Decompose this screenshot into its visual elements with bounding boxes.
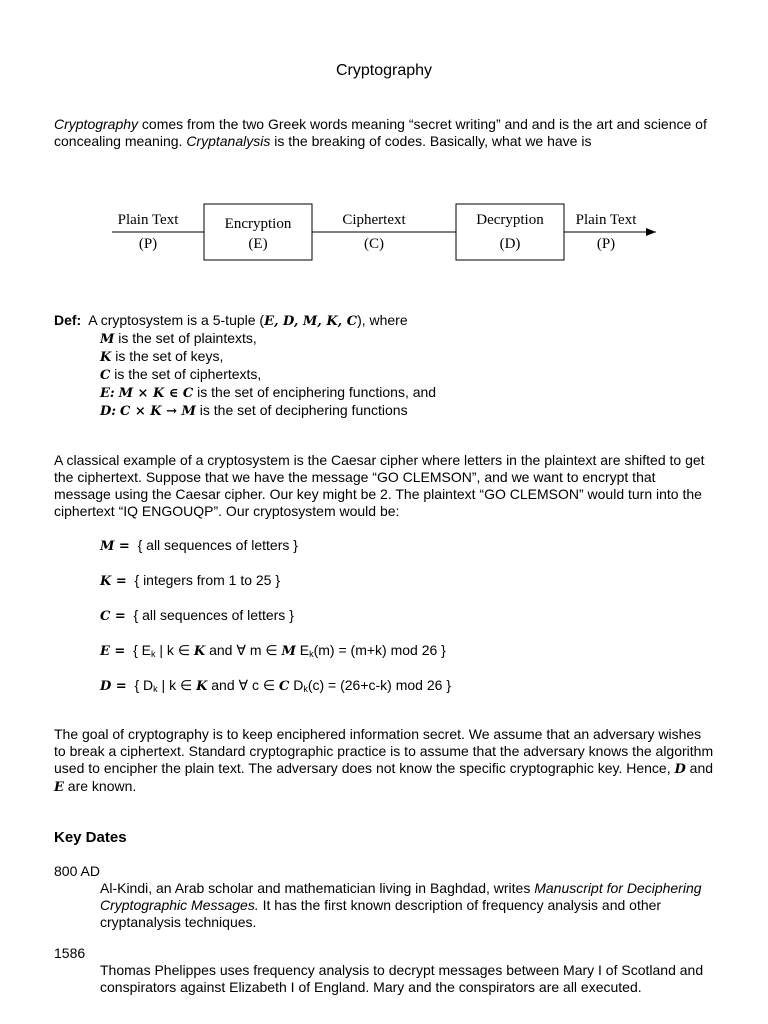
key-date-event-1586: Thomas Phelippes uses frequency analysis to decrypt messages between Mary I of Scotland and conspirators against Elizabeth I of England. Mary and the conspirators are all executed. xyxy=(100,962,704,995)
set-e: E = { $E_k$ | k ∈ K and ∀ m ∈ M $E_k(m) = (m+k)$ mod 26 } xyxy=(100,642,446,659)
diagram-symbol-p-in: (P) xyxy=(138,236,158,252)
diagram-label-ciphertext: Ciphertext xyxy=(342,212,406,228)
set-d: D = { $D_k$ | k ∈ K and ∀ c ∈ C $D_k(c) = (26+c-k)$ mod 26 } xyxy=(100,677,451,694)
diagram-label-plaintext-in: Plain Text xyxy=(117,212,179,228)
diagram-label-plaintext-out: Plain Text xyxy=(575,212,637,228)
caesar-paragraph: A classical example of a cryptosystem is the Caesar cipher where letters in the plaintext are shifted to get the ciphertext. Suppose that we have the message “GO CLEMSON”, and we want to encrypt that message using the Caesar cipher. Our key might be 2. The plaintext “GO CLEMSON” would turn into the ciphertext “IQ ENGOUQP”. Our cryptosystem would be: xyxy=(54,452,705,519)
definition-line-d: D: C × K → M is the set of deciphering functions xyxy=(100,402,408,419)
set-c: C = { all sequences of letters } xyxy=(100,607,294,624)
key-dates-heading: Key Dates xyxy=(54,829,127,846)
definition-line-c: C is the set of ciphertexts, xyxy=(100,366,262,383)
key-date-event-800: Al-Kindi, an Arab scholar and mathematician living in Baghdad, writes Manuscript for Deciphering Cryptographic Messages. It has the first known description of frequency analysis and other cryptanalysis techniques. xyxy=(100,880,702,930)
intro-text-2: is the breaking of codes. Basically, what we have is xyxy=(270,133,592,149)
diagram-symbol-p-out: (P) xyxy=(596,236,616,252)
diagram-symbol-c: (C) xyxy=(364,236,384,252)
definition-line-k: K is the set of keys, xyxy=(100,348,224,365)
set-m: M = { all sequences of letters } xyxy=(100,537,298,554)
definition-tuple: E, D, M, K, C xyxy=(264,314,358,329)
definition-head-text: A cryptosystem is a 5-tuple ( xyxy=(88,312,265,328)
definition-line-e: E: M × K ∈ C is the set of enciphering functions, and xyxy=(100,384,437,401)
definition-head xyxy=(54,312,714,330)
encryption-flow-diagram xyxy=(112,198,662,268)
diagram-decryption-label: Decryption xyxy=(476,212,544,228)
definition-label: Def: xyxy=(54,312,82,328)
definition-head-tail: ), where xyxy=(357,312,408,328)
key-date-year-800: 800 AD xyxy=(54,863,100,879)
diagram-decryption-symbol: (D) xyxy=(499,236,521,252)
intro-paragraph xyxy=(54,116,714,150)
set-k: K = { integers from 1 to 25 } xyxy=(100,572,281,589)
term-cryptography: Cryptography xyxy=(54,116,139,132)
page-title: Cryptography xyxy=(335,62,433,79)
key-date-year-1586: 1586 xyxy=(54,945,86,961)
goal-paragraph: The goal of cryptography is to keep enciphered information secret. We assume that an adversary wishes to break a ciphertext. Standard cryptographic practice is to assume that the adversary knows the algorithm used to encipher the plain text. The adversary does not know the specific cryptographic key. Hence, D and E are known. xyxy=(54,726,714,795)
definition-line-m: M is the set of plaintexts, xyxy=(100,330,257,347)
diagram-encryption-symbol: (E) xyxy=(248,236,268,252)
diagram-encryption-label: Encryption xyxy=(224,216,292,232)
term-cryptanalysis: Cryptanalysis xyxy=(186,133,271,149)
intro-text-1: comes from the two Greek words meaning “secret writing” and and is the art and science of concealing meaning. xyxy=(54,116,707,149)
